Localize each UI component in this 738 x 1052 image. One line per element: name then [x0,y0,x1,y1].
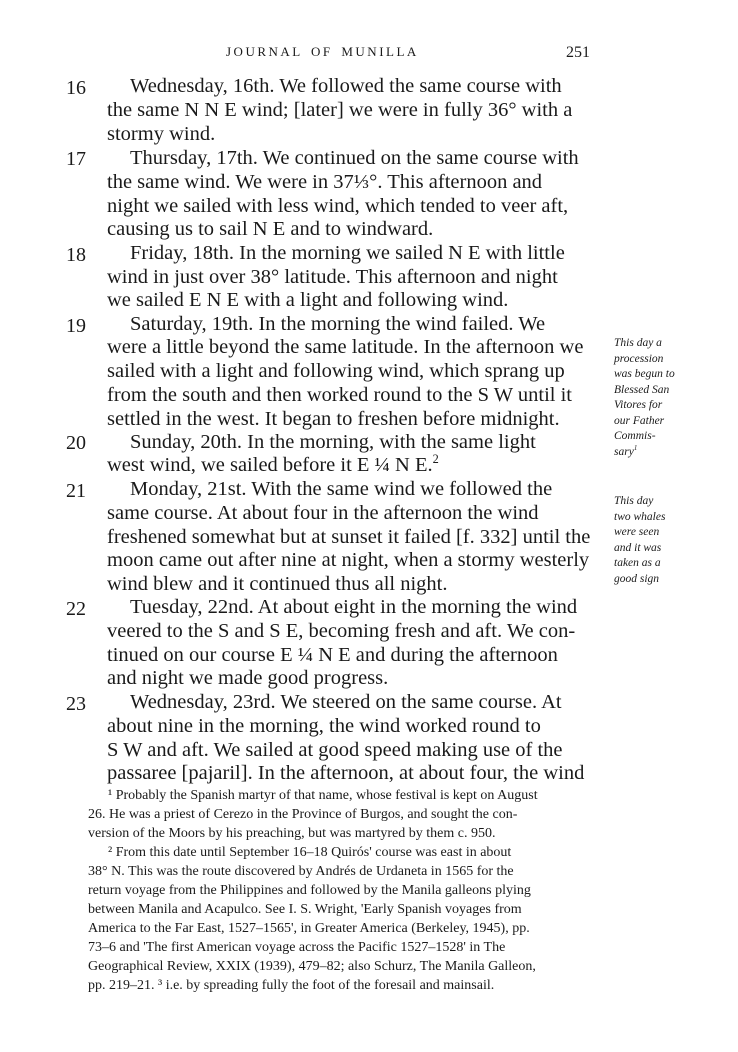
text-line: about nine in the morning, the wind worked round to [107,715,541,737]
text-line: wind blew and it continued thus all night. [107,573,448,595]
text-line-content: west wind, we sailed before it E ¼ N E. [107,454,433,476]
footnote-line: 26. He was a priest of Cerezo in the Province of Burgos, and sought the con- [88,807,518,822]
text-line: Friday, 18th. In the morning we sailed N E with little [130,242,565,264]
text-line: Wednesday, 23rd. We steered on the same course. At [130,691,562,713]
text-line: sailed with a light and following wind, which sprang up [107,360,565,382]
margin-note-line: Vitores for [614,399,663,411]
margin-note-line: taken as a [614,557,661,569]
footnote-line: ¹ Probably the Spanish martyr of that name, whose festival is kept on August [108,788,538,803]
footnote-ref: 2 [432,452,439,467]
text-line: we sailed E N E with a light and following wind. [107,289,509,311]
margin-note-procession [614,336,710,460]
margin-note-line: Blessed San [614,383,670,396]
footnote-line: 73–6 and 'The first American voyage across the Pacific 1527–1528' in The [88,940,506,955]
text-line: were a little beyond the same latitude. In the afternoon we [107,336,584,358]
footnote-line: pp. 219–21. ³ i.e. by spreading fully the foot of the foresail and mainsail. [88,978,495,993]
text-line: Thursday, 17th. We continued on the same course with [130,147,579,169]
entry-number: 23 [66,693,86,715]
text-line: passaree [pajaril]. In the afternoon, at about four, the wind [107,762,585,784]
margin-note-line: Commis- [614,430,656,442]
text-line: wind in just over 38° latitude. This afternoon and night [107,266,558,288]
text-line: Monday, 21st. With the same wind we followed the [130,478,553,500]
text-line: veered to the S and S E, becoming fresh and aft. We con- [107,620,576,642]
text-line: S W and aft. We sailed at good speed making use of the [107,739,563,761]
text-line: freshened somewhat but at sunset it failed [f. 332] until the [107,526,591,548]
text-line: and night we made good progress. [107,667,389,689]
running-title: JOURNAL OF MUNILLA [226,44,419,59]
margin-note-whales [614,494,710,587]
footnote-line: 38° N. This was the route discovered by Andrés de Urdaneta in 1565 for the [88,864,514,879]
margin-note-line: and it was [614,541,662,554]
entry-number: 22 [66,598,86,620]
margin-note-line: was begun to [614,368,675,380]
text-line: the same N N E wind; [later] we were in fully 36° with a [107,99,573,121]
margin-note-line: good sign [614,572,660,585]
margin-note-line: procession [614,352,664,365]
page-number: 251 [566,44,590,61]
text-line: settled in the west. It began to freshen before midnight. [107,408,560,430]
text-line: moon came out after nine at night, when a stormy westerly [107,549,590,571]
margin-note-line: This day a [614,337,662,349]
margin-note-line [614,445,710,461]
entry-number: 17 [66,148,86,170]
footnote-ref: 1 [633,444,638,452]
entry-number: 18 [66,244,86,266]
footnote-line: return voyage from the Philippines and followed by the Manila galleons plying [88,883,531,898]
margin-note-text: sary [614,445,634,458]
entry-number: 21 [66,480,86,502]
text-line [107,454,439,476]
text-line: Saturday, 19th. In the morning the wind failed. We [130,313,546,335]
margin-note-line: This day [614,495,654,507]
margin-note-line: our Father [614,414,665,427]
footnote-line: America to the Far East, 1527–1565', in Greater America (Berkeley, 1945), pp. [88,921,530,936]
text-line: Sunday, 20th. In the morning, with the same light [130,431,536,453]
text-line: the same wind. We were in 37⅓°. This afternoon and [107,171,543,193]
text-line: Tuesday, 22nd. At about eight in the morning the wind [130,596,578,618]
text-line: tinued on our course E ¼ N E and during the afternoon [107,644,558,666]
text-line: stormy wind. [107,123,216,145]
text-line: night we sailed with less wind, which tended to veer aft, [107,195,569,217]
text-line: Wednesday, 16th. We followed the same course with [130,75,562,97]
footnote-line: version of the Moors by his preaching, but was martyred by them c. 950. [88,826,496,841]
text-line: same course. At about four in the afternoon the wind [107,502,539,524]
margin-note-line: were seen [614,526,660,538]
text-line: causing us to sail N E and to windward. [107,218,434,240]
footnote-line: Geographical Review, XXIX (1939), 479–82; also Schurz, The Manila Galleon, [88,959,536,974]
margin-note-line: two whales [614,510,666,523]
text-line: from the south and then worked round to the S W until it [107,384,572,406]
footnote-line: between Manila and Acapulco. See I. S. Wright, 'Early Spanish voyages from [88,902,522,917]
entry-number: 20 [66,432,86,454]
entry-number: 16 [66,77,86,99]
entry-number: 19 [66,315,86,337]
footnote-line: ² From this date until September 16–18 Quirós' course was east in about [108,845,512,860]
